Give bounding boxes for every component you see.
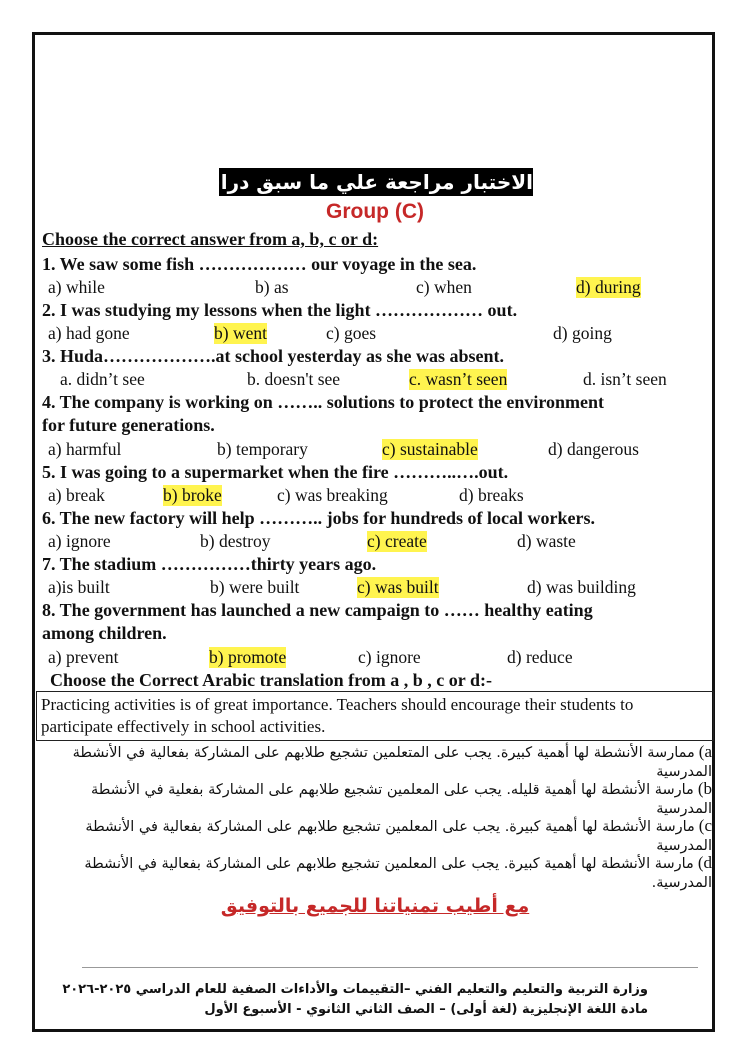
arabic-title: الاختبار مراجعة علي ما سبق دراستة (180, 170, 533, 194)
q8-option-d: d) reduce (507, 647, 573, 667)
arabic-option-d-text: مارسة الأنشطة لها أهمية كبيرة. يجب على المعلمين تشجيع طلابهم على المشاركة بفعالية في الأنشطة المدرسية. (84, 856, 712, 891)
q8-option-c: c) ignore (358, 647, 421, 667)
arabic-option-d-letter: d) (697, 853, 712, 872)
question-4-line-2: for future generations. (42, 415, 215, 435)
q6-option-d: d) waste (517, 531, 576, 551)
question-6: 6. The new factory will help ……….. jobs for hundreds of local workers. (42, 508, 596, 528)
question-3: 3. Huda……………….at school yesterday as she was absent. (42, 346, 505, 366)
q1-option-c: c) when (416, 277, 472, 297)
q1-option-a: a) while (48, 277, 105, 297)
arabic-option-a-text: ممارسة الأنشطة لها أهمية كبيرة. يجب على المتعلمين تشجيع طلابهم على المشاركة بفعالية في الأنشطة المدرسية (72, 745, 712, 780)
arabic-option-b (40, 779, 712, 819)
q6-option-a: a) ignore (48, 531, 111, 551)
q4-option-a: a) harmful (48, 439, 122, 459)
q4-option-c-answer: c) sustainable (382, 439, 478, 459)
arabic-option-c-letter: c) (698, 816, 712, 835)
q2-option-c: c) goes (326, 323, 377, 343)
q5-option-b-answer: b) broke (163, 485, 222, 505)
arabic-option-b-text: مارسة الأنشطة لها أهمية قليله. يجب على المعلمين تشجيع طلابهم على المشاركة بفعلية في الأنشطة المدرسية (90, 782, 712, 817)
q3-option-a: a. didn’t see (60, 369, 145, 389)
arabic-option-c (40, 816, 712, 856)
arabic-option-a-letter: a) (698, 742, 712, 761)
q2-option-d: d) going (553, 323, 612, 343)
footer-divider (82, 967, 698, 968)
translation-passage: Practicing activities is of great importance. Teachers should encourage their students to participate effectively in school activities. (36, 691, 714, 741)
q8-option-b-answer: b) promote (209, 647, 287, 667)
question-7: 7. The stadium ……………thirty years ago. (42, 554, 377, 574)
q6-option-b: b) destroy (200, 531, 271, 551)
q3-option-d: d. isn’t seen (583, 369, 667, 389)
q5-option-a: a) break (48, 485, 105, 505)
q4-option-d: d) dangerous (548, 439, 639, 459)
question-4-line-1: 4. The company is working on …….. solutions to protect the environment (42, 392, 605, 412)
question-8-line-1: 8. The government has launched a new campaign to …… healthy eating (42, 600, 593, 620)
footer-line-2: مادة اللغة الإنجليزية (لغة أولى) – الصف الثاني الثانوي - الأسبوع الأول (204, 1002, 648, 1017)
q1-option-d-answer: d) during (576, 277, 641, 297)
q4-option-b: b) temporary (217, 439, 308, 459)
q5-option-c: c) was breaking (277, 485, 388, 505)
question-2: 2. I was studying my lessons when the light ……………… out. (42, 300, 518, 320)
arabic-option-b-letter: b) (697, 779, 712, 798)
q3-option-b: b. doesn't see (247, 369, 341, 389)
question-5: 5. I was going to a supermarket when the fire ………..….out. (42, 462, 509, 482)
arabic-option-a (40, 742, 712, 782)
footer-line-1: وزارة التربية والتعليم والتعليم الفني –التقييمات والأداءات الصفية للعام الدراسي ٢٠٢٥-٢٠٢٦ (62, 982, 648, 997)
arabic-option-c-text: مارسة الأنشطة لها أهمية كبيرة. يجب على المعلمين تشجيع طلابهم على المشاركة بفعالية في الأنشطة المدرسية (85, 819, 712, 854)
question-8-line-2: among children. (42, 623, 167, 643)
q6-option-c-answer: c) create (367, 531, 427, 551)
q2-option-b-answer: b) went (214, 323, 267, 343)
q2-option-a: a) had gone (48, 323, 130, 343)
q7-option-d: d) was building (527, 577, 636, 597)
question-1: 1. We saw some fish ……………… our voyage in the sea. (42, 254, 477, 274)
section1-instruction: Choose the correct answer from a, b, c or d: (42, 229, 379, 249)
closing-wishes: مع أطيب تمنياتنا للجميع بالتوفيق (220, 895, 530, 917)
group-label: Group (C) (326, 200, 424, 223)
q1-option-b: b) as (255, 277, 289, 297)
q3-option-c-answer: c. wasn’t seen (409, 369, 508, 389)
q8-option-a: a) prevent (48, 647, 119, 667)
q7-option-a: a)is built (48, 577, 110, 597)
q5-option-d: d) breaks (459, 485, 524, 505)
section2-instruction: Choose the Correct Arabic translation from a , b , c or d:- (50, 670, 492, 690)
q7-option-c-answer: c) was built (357, 577, 439, 597)
arabic-option-d (40, 853, 712, 893)
q7-option-b: b) were built (210, 577, 300, 597)
